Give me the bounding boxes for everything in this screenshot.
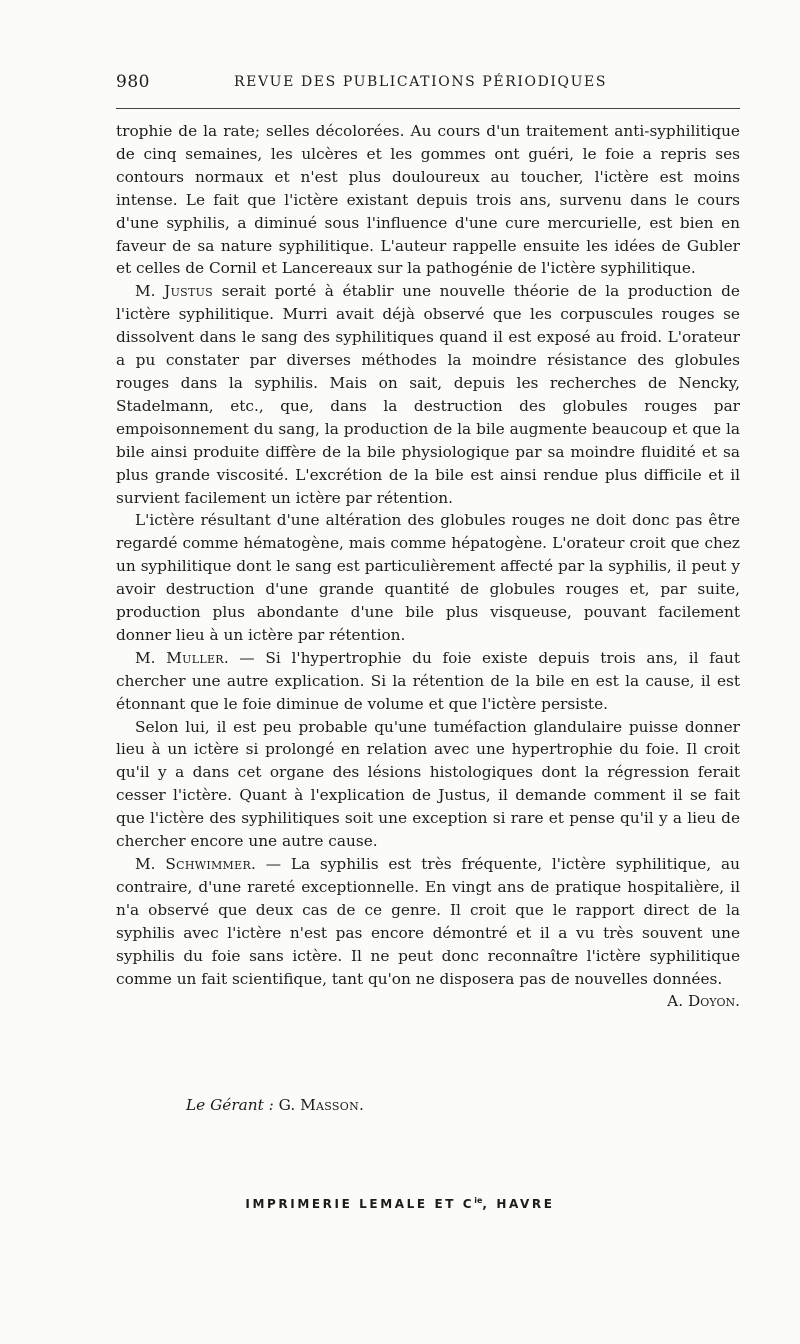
gerant-initial: G.: [273, 1096, 301, 1114]
speaker-name-schwimmer: Schwimmer: [165, 855, 252, 873]
paragraph-2-text: serait porté à établir une nouvelle théorie de la production de l'ictère syphilitique. Murri avait déjà observé que les corpuscules rouges se dissolvent dans le sang des syphilitiques quand il est exposé au froid. L'orateur a pu constater par diverses méthodes la moindre résistance des globules rouges dans la syphilis. Mais on sait, depuis les recherches de Nencky, Stadelmann, etc., que, dans la destruction des globules rouges par empoisonnement du sang, la production de la bile augmente beaucoup et que la bile ainsi produite diffère de la bile physiologique par sa moindre fluidité et sa plus grande viscosité. L'excrétion de la bile est ainsi rendue plus difficile et il survient facilement un ictère par rétention.: [116, 282, 740, 507]
paragraph-5: Selon lui, il est peu probable qu'une tuméfaction glandulaire puisse donner lieu à un ictère si prolongé en relation avec une hypertrophie du foie. Il croit qu'il y a dans cet organe des lésions histologiques dont la régression ferait cesser l'ictère. Quant à l'explication de Justus, il demande comment il se fait que l'ictère des syphilitiques soit une exception si rare et pense qu'il y a lieu de chercher encore une autre cause.: [116, 717, 740, 851]
paragraph-6: [116, 853, 740, 1011]
article-body: [116, 120, 740, 1013]
paragraph-1: trophie de la rate; selles décolorées. Au cours d'un traitement anti-syphilitique de cinq semaines, les ulcères et les gommes ont guéri, le foie a repris ses contours normaux et n'est plus douloureux au toucher, l'ictère est moins intense. Le fait que l'ictère existant depuis trois ans, survenu dans le cours d'une syphilis, a diminué sous l'influence d'une cure mercurielle, est bien en faveur de sa nature syphilitique. L'auteur rappelle ensuite les idées de Gubler et celles de Cornil et Lancereaux sur la pathogénie de l'ictère syphilitique.: [116, 122, 740, 278]
imprint-end: , HAVRE: [482, 1197, 555, 1211]
gerant-end: .: [359, 1096, 364, 1114]
gerant-line: [186, 1096, 364, 1114]
paragraph-4: [116, 647, 740, 716]
page-header: [116, 72, 740, 98]
speaker-name-muller: Muller: [166, 648, 224, 667]
speaker-prefix: M.: [135, 855, 166, 873]
paragraph-2: [116, 280, 740, 509]
imprint-superscript: ie: [474, 1196, 483, 1205]
paragraph-4-text: . — Si l'hypertrophie du foie existe depuis trois ans, il faut chercher une autre explication. Si la rétention de la bile en est la cause, il est étonnant que le foie diminue de volume et que l'ictère persiste.: [116, 648, 740, 713]
printer-imprint: [0, 1196, 800, 1211]
speaker-prefix: M.: [135, 648, 167, 667]
imprint-main: IMPRIMERIE LEMALE ET C: [245, 1197, 475, 1211]
running-title: REVUE DES PUBLICATIONS PÉRIODIQUES: [234, 74, 608, 90]
page-number: 980: [116, 72, 150, 92]
gerant-label: Le Gérant :: [186, 1096, 274, 1114]
speaker-prefix: M.: [135, 282, 165, 301]
speaker-name-justus: Justus: [164, 282, 214, 301]
paragraph-3: L'ictère résultant d'une altération des globules rouges ne doit donc pas être regardé comme hématogène, mais comme hépatogène. L'orateur croit que chez un syphilitique dont le sang est particulièrement affecté par la syphilis, il peut y avoir destruction d'une grande quantité de globules rouges et, par suite, production plus abondante d'une bile plus visqueuse, pouvant facilement donner lieu à un ictère par rétention.: [116, 511, 740, 644]
paragraph-6-text: . — La syphilis est très fréquente, l'ictère syphilitique, au contraire, d'une rareté exceptionnelle. En vingt ans de pratique hospitalière, il n'a observé que deux cas de ce genre. Il croit que le rapport direct de la syphilis avec l'ictère n'est pas encore démontré et il a vu très souvent une syphilis du foie sans ictère. Il ne peut donc reconnaître l'ictère syphilitique comme un fait scientifique, tant qu'on ne disposera pas de nouvelles données.: [116, 855, 740, 988]
header-rule: [116, 108, 740, 109]
author-signature: A. Doyon.: [667, 992, 740, 1011]
gerant-name: Masson: [300, 1096, 359, 1114]
